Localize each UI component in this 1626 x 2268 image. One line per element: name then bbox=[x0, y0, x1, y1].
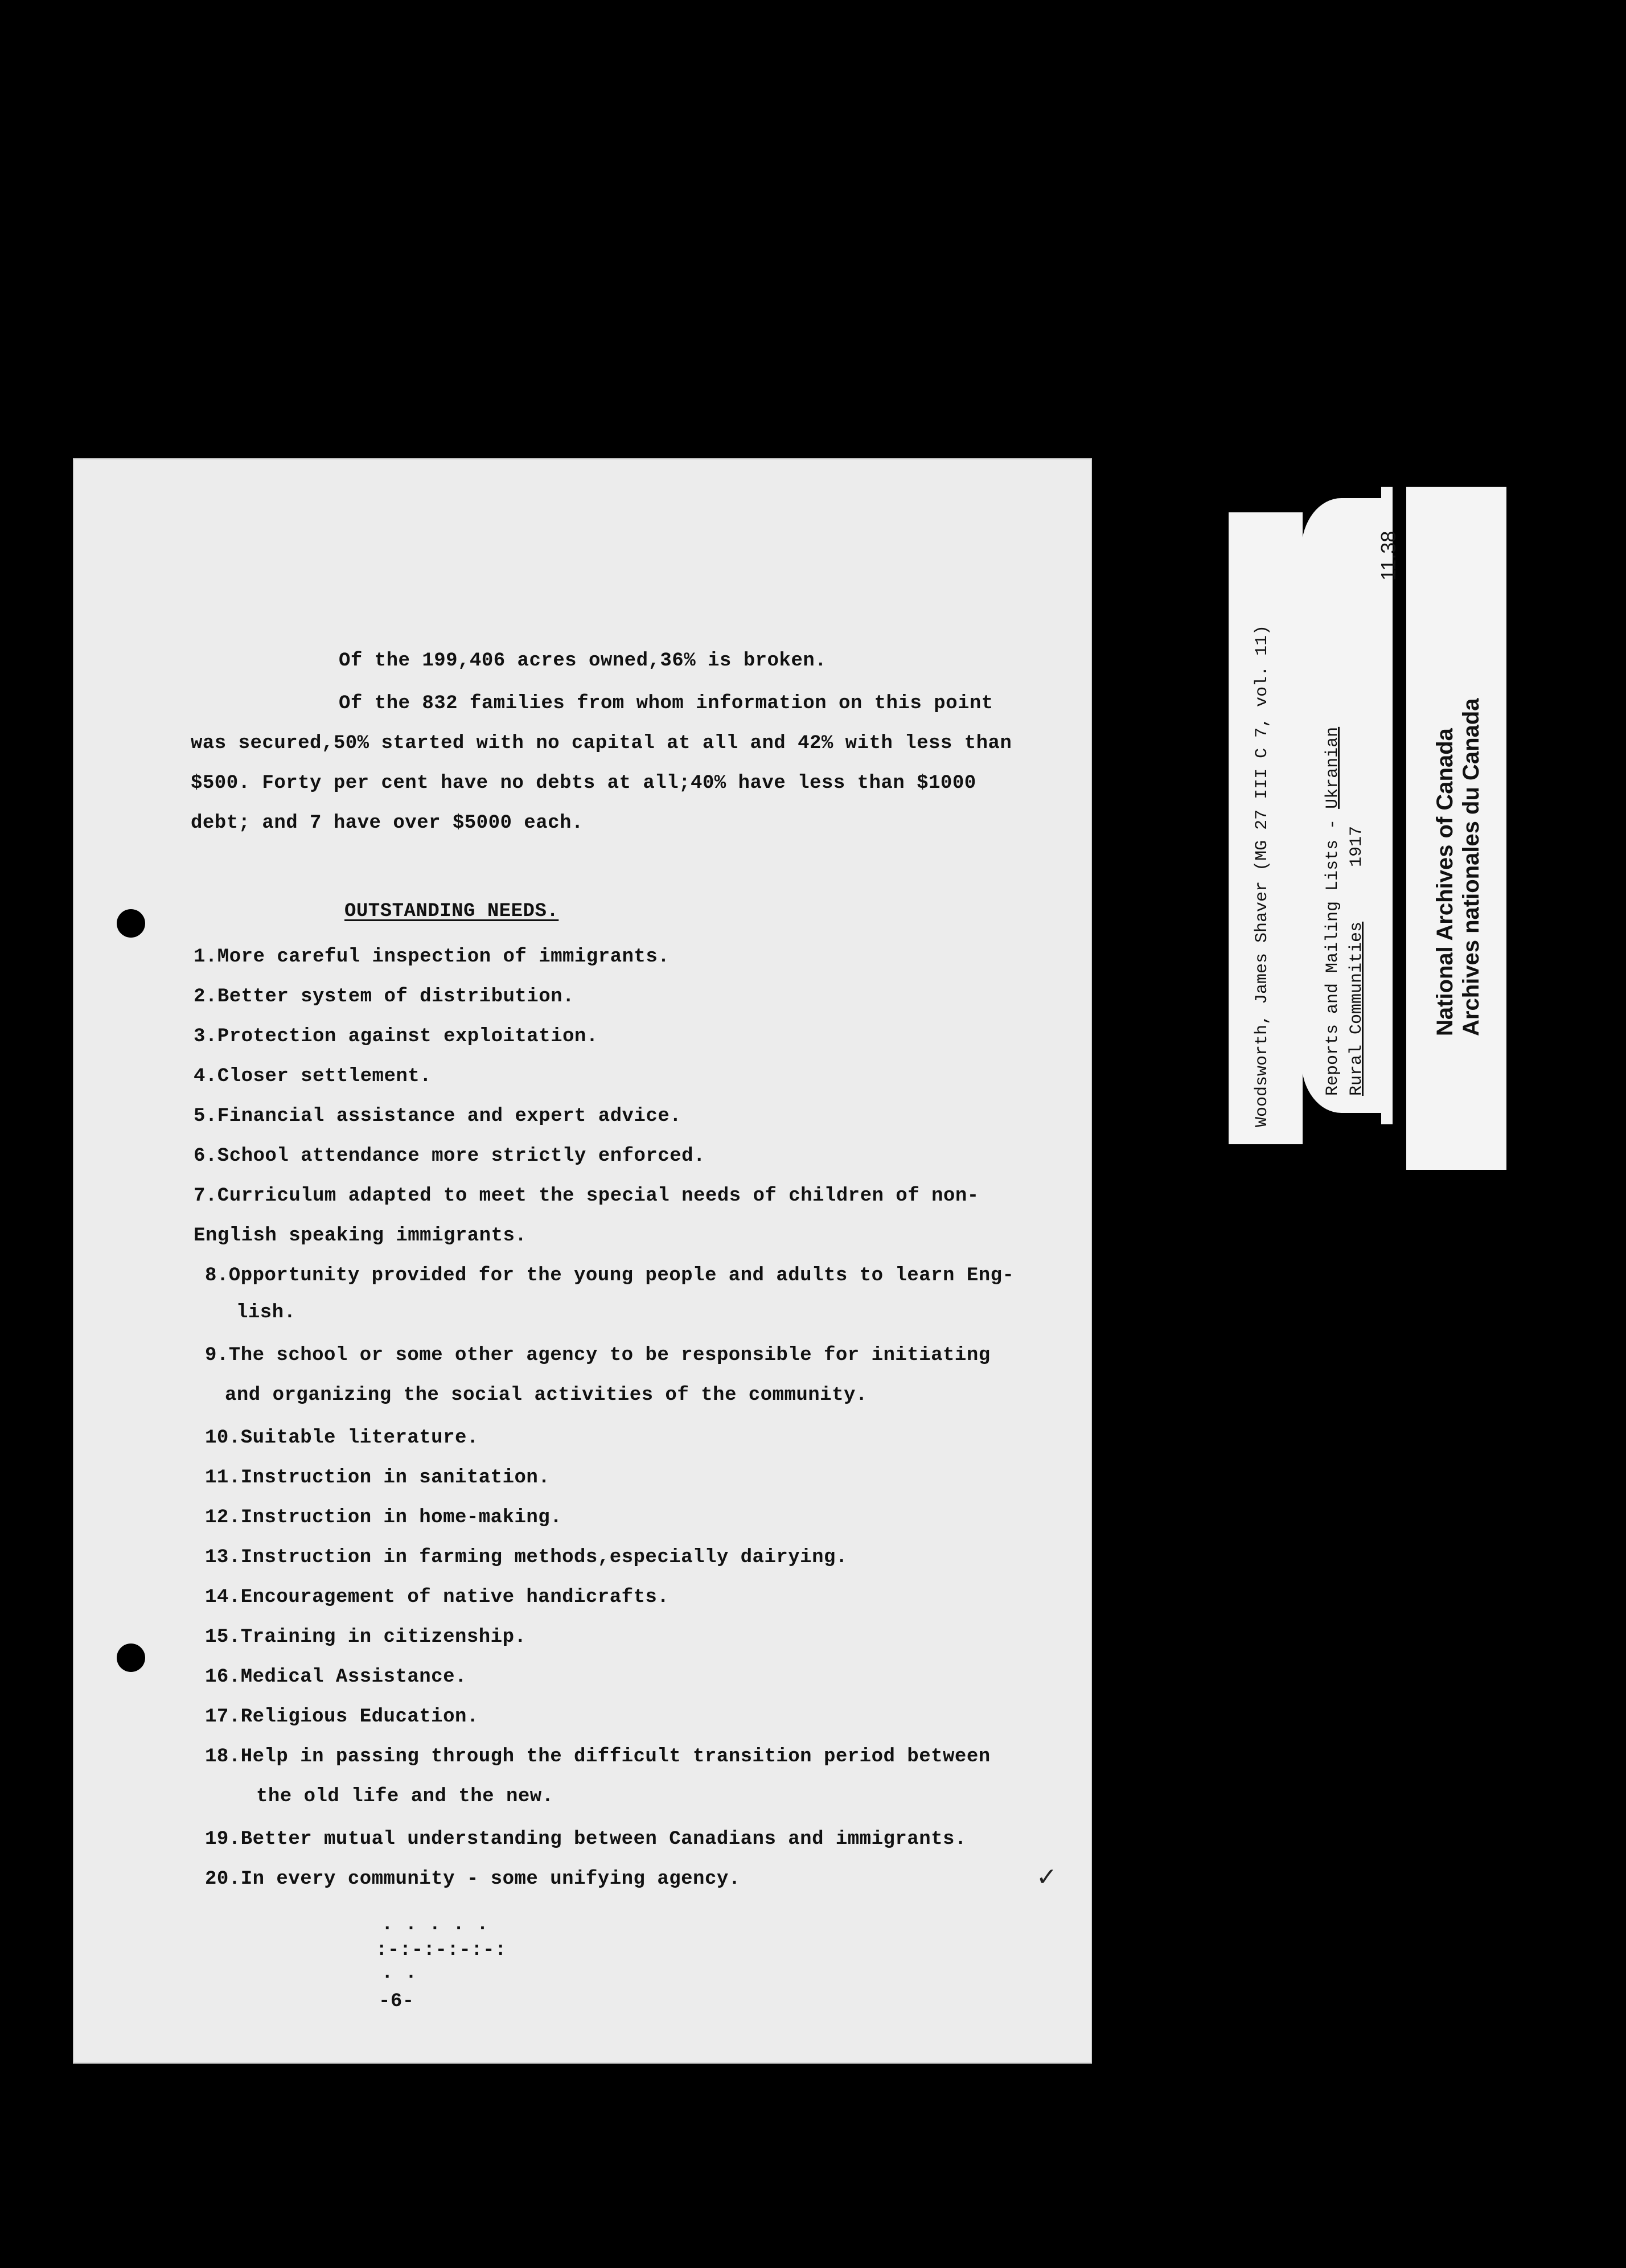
reference-text: Woodsworth, James Shaver (MG 27 III C 7, vol. 11) bbox=[1253, 624, 1272, 1127]
institution-french: Archives nationales du Canada bbox=[1459, 698, 1484, 1036]
paragraph-families-line-3: $500. Forty per cent have no debts at all;40% have less than $1000 bbox=[191, 773, 976, 794]
dots-row: . . . . . bbox=[381, 1914, 489, 1936]
file-title-line-1 bbox=[1323, 727, 1342, 1096]
outstanding-needs-heading: OUTSTANDING NEEDS. bbox=[344, 901, 559, 922]
need-item-6: 6.School attendance more strictly enforced. bbox=[194, 1145, 705, 1167]
file-title-text: Reports and Mailing Lists - bbox=[1323, 819, 1342, 1096]
need-item-14: 14.Encouragement of native handicrafts. bbox=[205, 1587, 670, 1608]
label-strip bbox=[1381, 487, 1393, 1124]
need-item-11: 11.Instruction in sanitation. bbox=[205, 1467, 551, 1489]
need-item-15: 15.Training in citizenship. bbox=[205, 1626, 527, 1648]
institution-english: National Archives of Canada bbox=[1432, 728, 1457, 1036]
need-item-13: 13.Instruction in farming methods,especially dairying. bbox=[205, 1547, 848, 1568]
need-item-16: 16.Medical Assistance. bbox=[205, 1666, 467, 1688]
need-item-19: 19.Better mutual understanding between Canadians and immigrants. bbox=[205, 1829, 967, 1850]
need-item-1: 1.More careful inspection of immigrants. bbox=[194, 946, 670, 968]
paragraph-families-line-2: was secured,50% started with no capital at all and 42% with less than bbox=[191, 733, 1012, 754]
punch-hole-top bbox=[117, 909, 145, 938]
reference-label bbox=[1229, 512, 1303, 1144]
need-item-10: 10.Suitable literature. bbox=[205, 1427, 479, 1449]
file-number: 11.38 bbox=[1377, 531, 1400, 581]
separator-row: :-:-:-:-:-: bbox=[376, 1940, 507, 1961]
need-item-9-cont: and organizing the social activities of the community. bbox=[225, 1384, 868, 1406]
page-number: -6- bbox=[379, 1991, 414, 2012]
need-item-2: 2.Better system of distribution. bbox=[194, 986, 574, 1008]
need-item-7: 7.Curriculum adapted to meet the special needs of children of non- bbox=[194, 1185, 979, 1207]
file-tab-label bbox=[1301, 498, 1381, 1113]
need-item-20: 20.In every community - some unifying agency. bbox=[205, 1868, 741, 1890]
need-item-5: 5.Financial assistance and expert advice. bbox=[194, 1106, 682, 1127]
need-item-7-cont: English speaking immigrants. bbox=[194, 1225, 527, 1247]
paragraph-families-line-1: Of the 832 families from whom information on this point bbox=[339, 693, 993, 714]
need-item-18-cont: the old life and the new. bbox=[256, 1786, 554, 1807]
need-item-18: 18.Help in passing through the difficult transition period between bbox=[205, 1746, 991, 1768]
file-title-line-2 bbox=[1347, 826, 1366, 1096]
need-item-3: 3.Protection against exploitation. bbox=[194, 1026, 598, 1047]
paragraph-families-line-4: debt; and 7 have over $5000 each. bbox=[191, 812, 584, 834]
need-item-17: 17.Religious Education. bbox=[205, 1706, 479, 1728]
need-item-4: 4.Closer settlement. bbox=[194, 1066, 432, 1087]
need-item-8-cont: lish. bbox=[236, 1302, 296, 1324]
file-title-ukranian: Ukranian bbox=[1323, 726, 1342, 809]
need-item-8: 8.Opportunity provided for the young people and adults to learn Eng- bbox=[205, 1265, 1015, 1287]
need-item-9: 9.The school or some other agency to be responsible for initiating bbox=[205, 1345, 991, 1366]
file-title-rural-communities: Rural Communities bbox=[1347, 921, 1366, 1096]
check-mark: ✓ bbox=[1036, 1863, 1057, 1891]
file-year: 1917 bbox=[1347, 825, 1366, 867]
paragraph-acres: Of the 199,406 acres owned,36% is broken. bbox=[339, 650, 827, 672]
dots-row-2: . . bbox=[381, 1962, 417, 1984]
need-item-12: 12.Instruction in home-making. bbox=[205, 1507, 562, 1529]
institution-label bbox=[1406, 487, 1506, 1170]
document-page bbox=[73, 458, 1092, 2064]
punch-hole-bottom bbox=[117, 1644, 145, 1672]
